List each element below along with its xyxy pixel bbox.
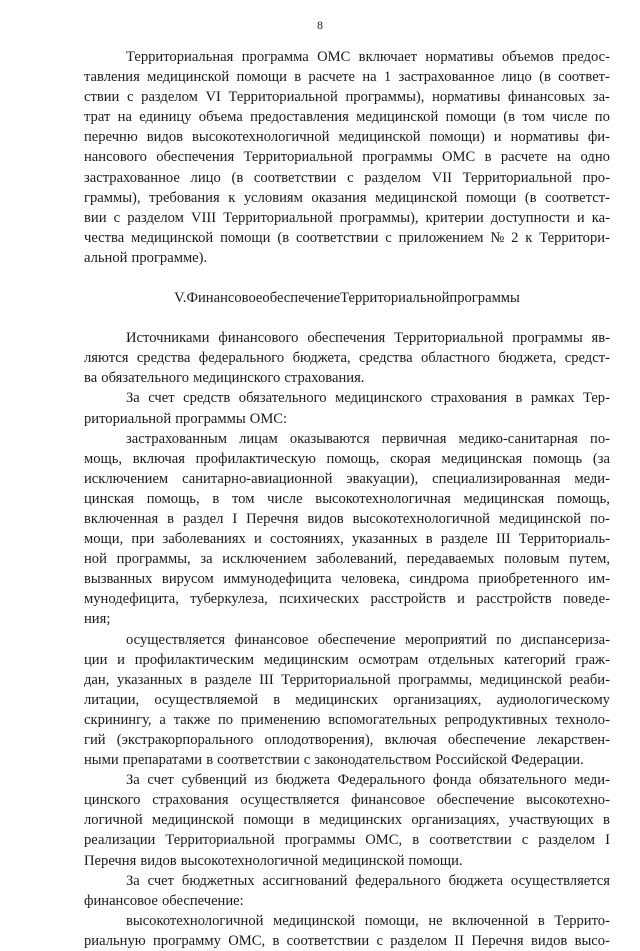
text-line: граммы), требования к условиям оказания медицинской помощи (в соответст- xyxy=(84,189,610,206)
paragraph-gap xyxy=(84,268,610,288)
paragraph xyxy=(84,47,610,268)
text-line: застрахованным лицам оказываются первичная медико-санитарная по- xyxy=(126,430,610,447)
text-line: исключением санитарно-авиационной эвакуации), специализированная меди- xyxy=(84,470,610,487)
text-line: ствии с разделом VI Территориальной программы), нормативы финансовых за- xyxy=(84,89,610,106)
text-line: высокотехнологичной медицинской помощи, не включенной в Террито- xyxy=(126,912,610,929)
text-line: трат на единицу объема предоставления медицинской помощи (в том числе по xyxy=(84,109,610,126)
text-line: мощи, при заболеваниях и состояниях, указанных в разделе III Территориаль- xyxy=(84,531,610,548)
text-line: литации, осуществляемой в медицинских организациях, аудиологическому xyxy=(84,691,610,708)
text-line: цинская помощь, в том числе высокотехнологичная медицинская помощь, xyxy=(84,490,610,507)
text-line: вызванных вирусом иммунодефицита человека, синдрома приобретенного им- xyxy=(84,571,610,588)
paragraph xyxy=(84,388,610,428)
text-line: ния; xyxy=(84,611,111,628)
text-line: тавления медицинской помощи в расчете на 1 застрахованное лицо (в соответ- xyxy=(84,69,610,86)
text-line: реализации Территориальной программы ОМС, в соответствии с разделом I xyxy=(84,832,610,849)
text-line: Территориальная программа ОМС включает нормативы объемов предос- xyxy=(126,49,610,65)
page-number: 8 xyxy=(317,18,323,32)
text-line: ными препаратами в соответствии с законодательством Российской Федерации. xyxy=(84,752,584,769)
text-line: ной программы, за исключением заболеваний, передаваемых половым путем, xyxy=(84,551,610,568)
text-line: гий (экстракорпорального оплодотворения), включая обеспечение лекарствен- xyxy=(84,732,610,748)
text-line: риальную программу ОМС, в соответствии с разделом II Перечня видов высо- xyxy=(84,932,610,949)
text-line: Источниками финансового обеспечения Территориальной программы яв- xyxy=(126,330,610,347)
document-body xyxy=(84,47,610,951)
text-line: За счет субвенций из бюджета Федерального фонда обязательного меди- xyxy=(126,772,610,789)
text-line: ляются средства федерального бюджета, средства областного бюджета, средст- xyxy=(84,350,610,367)
section-heading xyxy=(84,288,610,308)
text-line: ции и профилактическим медицинским осмотрам отдельных категорий граж- xyxy=(84,651,610,668)
text-line: V. Финансовое обеспечение Территориальной программы xyxy=(174,290,520,307)
paragraph xyxy=(84,630,610,771)
text-line: Перечня видов высокотехнологичной медицинской помощи. xyxy=(84,852,463,869)
text-line: чества медицинской помощи (в соответствии с приложением № 2 к Территори- xyxy=(84,229,610,246)
paragraph xyxy=(84,770,610,870)
text-line: логичной медицинской помощи в медицинских организациях, участвующих в xyxy=(84,812,610,829)
text-line: мощь, включая профилактическую помощь, скорая медицинская помощь (за xyxy=(84,450,610,467)
text-line: скринингу, а также по применению вспомогательных репродуктивных техноло- xyxy=(84,711,610,728)
text-line: ва обязательного медицинского страхования. xyxy=(84,370,365,387)
text-line: альной программе). xyxy=(84,249,208,266)
text-line: дан, указанных в разделе III Территориальной программы, медицинской реаби- xyxy=(84,671,610,688)
text-line: нансового обеспечения Территориальной программы ОМС в расчете на одно xyxy=(84,149,610,166)
paragraph xyxy=(84,429,610,630)
text-line: перечню видов высокотехнологичной медицинской помощи) и нормативы фи- xyxy=(84,129,610,146)
text-line: мунодефицита, туберкулеза, психических расстройств и расстройств поведе- xyxy=(84,591,610,608)
text-line: застрахованное лицо (в соответствии с разделом VII Территориальной про- xyxy=(84,169,610,186)
paragraph-gap xyxy=(84,308,610,328)
paragraph xyxy=(84,328,610,388)
text-line: финансовое обеспечение: xyxy=(84,892,244,909)
text-line: включенная в раздел I Перечня видов высокотехнологичной медицинской по- xyxy=(84,510,610,527)
text-line: цинского страхования осуществляется финансовое обеспечение высокотехно- xyxy=(84,792,610,809)
paragraph xyxy=(84,911,610,951)
text-line: За счет бюджетных ассигнований федерального бюджета осуществляется xyxy=(126,872,610,889)
text-line: За счет средств обязательного медицинского страхования в рамках Тер- xyxy=(126,390,610,407)
text-line: вии с разделом VIII Территориальной программы), критерии доступности и ка- xyxy=(84,209,610,226)
text-line: риториальной программы ОМС: xyxy=(84,410,288,427)
text-line: осуществляется финансовое обеспечение мероприятий по диспансериза- xyxy=(126,631,610,648)
